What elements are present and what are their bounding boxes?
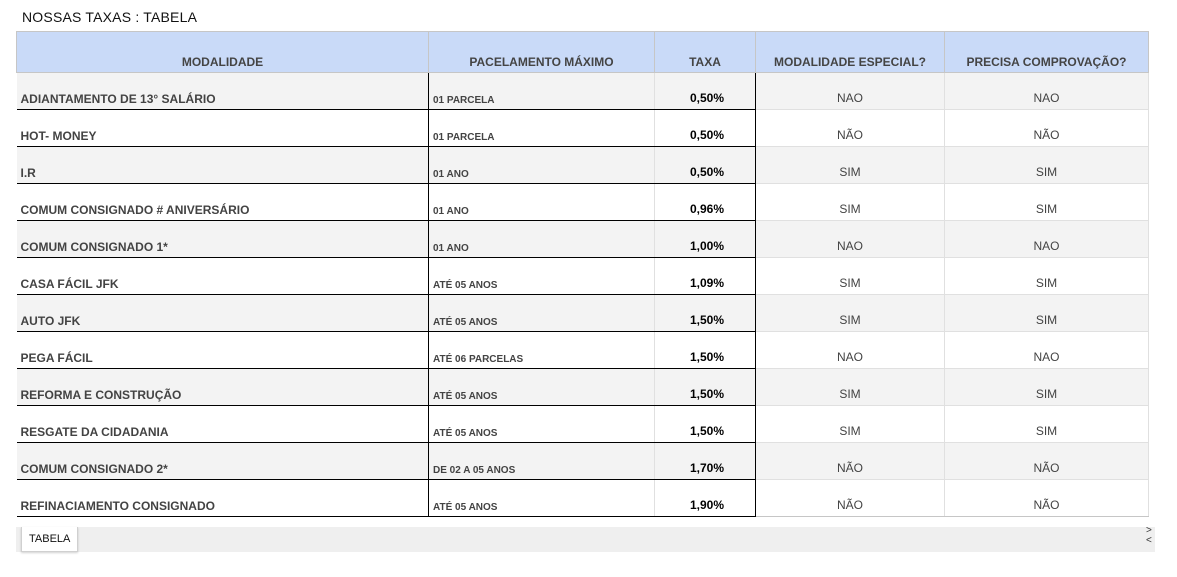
table-row	[17, 295, 1149, 332]
header-precisa-comprovacao[interactable]: PRECISA COMPROVAÇÃO?	[945, 32, 1149, 73]
cell-parcelamento[interactable]: DE 02 A 05 ANOS	[429, 443, 655, 480]
table-row	[17, 184, 1149, 221]
sheet-tab-tabela[interactable]: TABELA	[21, 527, 78, 552]
cell-modalidade[interactable]: CASA FÁCIL JFK	[17, 258, 429, 295]
cell-especial[interactable]: NÃO	[756, 480, 945, 517]
rates-table	[16, 31, 1149, 517]
cell-modalidade[interactable]: REFINACIAMENTO CONSIGNADO	[17, 480, 429, 517]
cell-especial[interactable]: SIM	[756, 369, 945, 406]
sheet-tab-bar	[16, 527, 1155, 552]
cell-comprovacao[interactable]: SIM	[945, 295, 1149, 332]
table-row	[17, 73, 1149, 110]
cell-especial[interactable]: SIM	[756, 184, 945, 221]
header-modalidade[interactable]: MODALIDADE	[17, 32, 429, 73]
table-row	[17, 258, 1149, 295]
cell-modalidade[interactable]: COMUM CONSIGNADO # ANIVERSÁRIO	[17, 184, 429, 221]
table-row	[17, 332, 1149, 369]
cell-taxa[interactable]: 1,50%	[655, 369, 756, 406]
cell-modalidade[interactable]: RESGATE DA CIDADANIA	[17, 406, 429, 443]
cell-comprovacao[interactable]: SIM	[945, 147, 1149, 184]
cell-taxa[interactable]: 0,50%	[655, 147, 756, 184]
cell-modalidade[interactable]: HOT- MONEY	[17, 110, 429, 147]
cell-modalidade[interactable]: REFORMA E CONSTRUÇÃO	[17, 369, 429, 406]
cell-modalidade[interactable]: PEGA FÁCIL	[17, 332, 429, 369]
cell-comprovacao[interactable]: NÃO	[945, 443, 1149, 480]
sheet-title: NOSSAS TAXAS : TABELA	[22, 9, 198, 25]
cell-modalidade[interactable]: AUTO JFK	[17, 295, 429, 332]
cell-especial[interactable]: SIM	[756, 258, 945, 295]
cell-taxa[interactable]: 1,50%	[655, 332, 756, 369]
table-row	[17, 369, 1149, 406]
cell-comprovacao[interactable]: SIM	[945, 369, 1149, 406]
cell-taxa[interactable]: 1,50%	[655, 406, 756, 443]
cell-modalidade[interactable]: I.R	[17, 147, 429, 184]
cell-taxa[interactable]: 1,09%	[655, 258, 756, 295]
cell-taxa[interactable]: 1,00%	[655, 221, 756, 258]
cell-comprovacao[interactable]: NÃO	[945, 110, 1149, 147]
cell-taxa[interactable]: 1,70%	[655, 443, 756, 480]
cell-parcelamento[interactable]: 01 ANO	[429, 221, 655, 258]
cell-taxa[interactable]: 0,50%	[655, 73, 756, 110]
header-row	[17, 32, 1149, 73]
cell-especial[interactable]: SIM	[756, 147, 945, 184]
header-taxa[interactable]: TAXA	[655, 32, 756, 73]
table-row	[17, 221, 1149, 258]
cell-especial[interactable]: SIM	[756, 406, 945, 443]
cell-taxa[interactable]: 1,50%	[655, 295, 756, 332]
cell-parcelamento[interactable]: ATÉ 05 ANOS	[429, 406, 655, 443]
cell-parcelamento[interactable]: ATÉ 05 ANOS	[429, 480, 655, 517]
table-row	[17, 406, 1149, 443]
cell-especial[interactable]: NAO	[756, 73, 945, 110]
cell-comprovacao[interactable]: SIM	[945, 406, 1149, 443]
cell-modalidade[interactable]: ADIANTAMENTO DE 13° SALÁRIO	[17, 73, 429, 110]
cell-comprovacao[interactable]: NAO	[945, 332, 1149, 369]
cell-especial[interactable]: NAO	[756, 221, 945, 258]
table-row	[17, 443, 1149, 480]
cell-parcelamento[interactable]: ATÉ 05 ANOS	[429, 258, 655, 295]
header-modalidade-especial[interactable]: MODALIDADE ESPECIAL?	[756, 32, 945, 73]
cell-modalidade[interactable]: COMUM CONSIGNADO 1*	[17, 221, 429, 258]
cell-comprovacao[interactable]: NÃO	[945, 480, 1149, 517]
cell-taxa[interactable]: 1,90%	[655, 480, 756, 517]
cell-parcelamento[interactable]: 01 ANO	[429, 184, 655, 221]
cell-comprovacao[interactable]: NAO	[945, 221, 1149, 258]
cell-parcelamento[interactable]: ATÉ 05 ANOS	[429, 369, 655, 406]
cell-modalidade[interactable]: COMUM CONSIGNADO 2*	[17, 443, 429, 480]
header-parcelamento[interactable]: PACELAMENTO MÁXIMO	[429, 32, 655, 73]
cell-comprovacao[interactable]: NAO	[945, 73, 1149, 110]
scroll-left-icon[interactable]: <	[1146, 535, 1152, 546]
cell-taxa[interactable]: 0,96%	[655, 184, 756, 221]
scroll-right-icon[interactable]: >	[1146, 525, 1152, 536]
cell-parcelamento[interactable]: 01 PARCELA	[429, 73, 655, 110]
table-row	[17, 110, 1149, 147]
cell-especial[interactable]: SIM	[756, 295, 945, 332]
tab-scroll-controls	[1146, 526, 1152, 546]
cell-parcelamento[interactable]: ATÉ 05 ANOS	[429, 295, 655, 332]
cell-comprovacao[interactable]: SIM	[945, 184, 1149, 221]
cell-especial[interactable]: NAO	[756, 332, 945, 369]
table-row	[17, 147, 1149, 184]
cell-parcelamento[interactable]: ATÉ 06 PARCELAS	[429, 332, 655, 369]
cell-taxa[interactable]: 0,50%	[655, 110, 756, 147]
cell-parcelamento[interactable]: 01 ANO	[429, 147, 655, 184]
cell-comprovacao[interactable]: SIM	[945, 258, 1149, 295]
cell-especial[interactable]: NÃO	[756, 110, 945, 147]
cell-parcelamento[interactable]: 01 PARCELA	[429, 110, 655, 147]
table-row	[17, 480, 1149, 517]
cell-especial[interactable]: NÃO	[756, 443, 945, 480]
